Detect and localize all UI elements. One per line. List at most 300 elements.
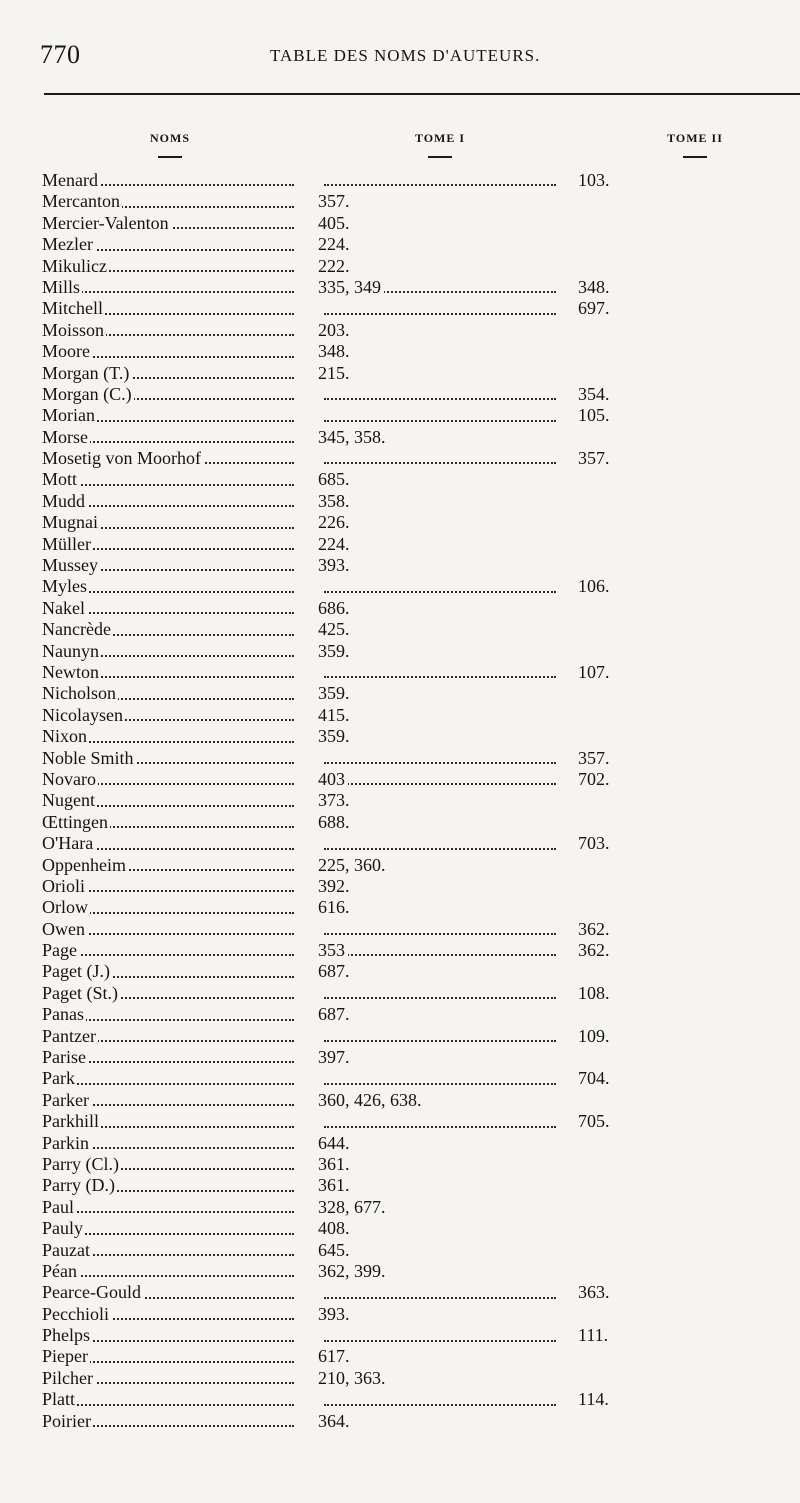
tome1-cell bbox=[318, 1389, 558, 1410]
tome1-cell bbox=[318, 855, 558, 876]
tome2-pages: 107. bbox=[578, 661, 610, 682]
tome1-pages: 358. bbox=[318, 491, 353, 511]
author-name: Pilcher bbox=[42, 1367, 93, 1388]
tome1-cell bbox=[318, 555, 558, 576]
tome2-pages: 109. bbox=[578, 1025, 610, 1046]
entry-name-cell bbox=[42, 748, 300, 769]
tome1-pages: 405. bbox=[318, 213, 353, 233]
author-name: Mosetig von Moorhof bbox=[42, 448, 201, 469]
index-entry bbox=[0, 469, 800, 490]
tome1-cell bbox=[318, 1133, 558, 1154]
author-name: Nancrède bbox=[42, 619, 111, 640]
index-entry bbox=[0, 256, 800, 277]
index-entry bbox=[0, 1197, 800, 1218]
tome1-pages: 359. bbox=[318, 641, 353, 661]
tome1-pages bbox=[318, 1026, 321, 1046]
tome1-pages: 364. bbox=[318, 1411, 353, 1431]
index-entry bbox=[0, 919, 800, 940]
tome1-cell bbox=[318, 1111, 558, 1132]
tome2-pages: 363. bbox=[578, 1282, 610, 1303]
author-name: Moore bbox=[42, 341, 90, 362]
index-entry bbox=[0, 1261, 800, 1282]
tome1-pages: 225, 360. bbox=[318, 855, 389, 875]
tome1-pages bbox=[318, 748, 321, 768]
tome2-pages: 697. bbox=[578, 298, 610, 319]
tome1-pages: 224. bbox=[318, 234, 353, 254]
tome1-cell bbox=[318, 876, 558, 897]
tome2-pages: 705. bbox=[578, 1111, 610, 1132]
entry-name-cell bbox=[42, 1304, 300, 1325]
tome1-cell bbox=[318, 641, 558, 662]
tome1-cell bbox=[318, 1154, 558, 1175]
author-name: Morse bbox=[42, 426, 88, 447]
tome1-cell bbox=[318, 469, 558, 490]
header-rule bbox=[44, 93, 800, 95]
tome1-pages: 685. bbox=[318, 469, 353, 489]
index-entry bbox=[0, 598, 800, 619]
entry-name-cell bbox=[42, 1282, 300, 1303]
tome1-pages: 687. bbox=[318, 1004, 353, 1024]
author-name: Mercanton bbox=[42, 191, 120, 212]
tome1-pages bbox=[318, 1325, 321, 1345]
author-name: Novaro bbox=[42, 768, 96, 789]
index-entry bbox=[0, 833, 800, 854]
author-name: Paul bbox=[42, 1196, 75, 1217]
tome1-cell bbox=[318, 1197, 558, 1218]
entry-name-cell bbox=[42, 641, 300, 662]
author-name: Myles bbox=[42, 576, 87, 597]
column-header-tome2 bbox=[655, 131, 735, 158]
index-entry bbox=[0, 1282, 800, 1303]
column-header-dash bbox=[428, 156, 452, 158]
entry-name-cell bbox=[42, 448, 300, 469]
author-name: Newton bbox=[42, 661, 99, 682]
tome2-pages: 362. bbox=[578, 940, 610, 961]
index-entry bbox=[0, 1175, 800, 1196]
index-entry bbox=[0, 1026, 800, 1047]
author-name: Owen bbox=[42, 918, 85, 939]
tome1-pages: 357. bbox=[318, 191, 353, 211]
tome1-cell bbox=[318, 256, 558, 277]
entry-name-cell bbox=[42, 598, 300, 619]
author-name: Phelps bbox=[42, 1325, 91, 1346]
tome1-pages bbox=[318, 919, 321, 939]
column-header-noms bbox=[145, 131, 195, 158]
tome1-cell bbox=[318, 1325, 558, 1346]
tome1-pages: 393. bbox=[318, 1304, 353, 1324]
index-entry bbox=[0, 876, 800, 897]
tome1-pages: 353 bbox=[318, 940, 348, 960]
tome1-pages: 397. bbox=[318, 1047, 353, 1067]
tome1-cell bbox=[318, 1004, 558, 1025]
entry-name-cell bbox=[42, 341, 300, 362]
entry-name-cell bbox=[42, 427, 300, 448]
tome1-cell bbox=[318, 619, 558, 640]
entry-name-cell bbox=[42, 683, 300, 704]
column-header-tome2-label: TOME II bbox=[667, 131, 723, 145]
entry-name-cell bbox=[42, 769, 300, 790]
index-entry bbox=[0, 1133, 800, 1154]
author-name: Poirier bbox=[42, 1410, 91, 1431]
tome1-pages: 215. bbox=[318, 363, 353, 383]
tome1-cell bbox=[318, 662, 558, 683]
entry-name-cell bbox=[42, 919, 300, 940]
tome1-pages: 392. bbox=[318, 876, 353, 896]
author-name: Nakel bbox=[42, 597, 85, 618]
entry-name-cell bbox=[42, 320, 300, 341]
tome1-pages: 616. bbox=[318, 897, 353, 917]
index-entry bbox=[0, 705, 800, 726]
tome1-cell bbox=[318, 769, 558, 790]
tome1-pages bbox=[318, 833, 321, 853]
index-entry bbox=[0, 961, 800, 982]
tome1-pages: 415. bbox=[318, 705, 353, 725]
tome1-pages: 224. bbox=[318, 534, 353, 554]
author-name: Parkin bbox=[42, 1132, 89, 1153]
author-name: Nixon bbox=[42, 726, 87, 747]
index-entry bbox=[0, 726, 800, 747]
tome1-pages bbox=[318, 405, 321, 425]
index-entry bbox=[0, 769, 800, 790]
entry-name-cell bbox=[42, 1175, 300, 1196]
tome1-cell bbox=[318, 213, 558, 234]
entry-name-cell bbox=[42, 512, 300, 533]
tome2-pages: 362. bbox=[578, 918, 610, 939]
tome1-cell bbox=[318, 748, 558, 769]
entry-name-cell bbox=[42, 1197, 300, 1218]
index-entry bbox=[0, 427, 800, 448]
entry-name-cell bbox=[42, 1154, 300, 1175]
index-entry bbox=[0, 1368, 800, 1389]
tome2-pages: 103. bbox=[578, 170, 610, 190]
entry-name-cell bbox=[42, 1346, 300, 1367]
entry-name-cell bbox=[42, 298, 300, 319]
index-entry bbox=[0, 1004, 800, 1025]
tome1-pages bbox=[318, 1068, 321, 1088]
entry-name-cell bbox=[42, 1047, 300, 1068]
author-name: Mugnai bbox=[42, 512, 98, 533]
tome1-pages bbox=[318, 662, 321, 682]
author-name: Mott bbox=[42, 469, 78, 490]
tome1-cell bbox=[318, 341, 558, 362]
index-entry bbox=[0, 341, 800, 362]
entry-name-cell bbox=[42, 1218, 300, 1239]
author-name: Parry (D.) bbox=[42, 1175, 115, 1196]
author-name: Orlow bbox=[42, 897, 88, 918]
tome2-pages: 354. bbox=[578, 383, 610, 404]
entry-name-cell bbox=[42, 555, 300, 576]
entry-name-cell bbox=[42, 833, 300, 854]
entry-name-cell bbox=[42, 1411, 300, 1432]
entry-name-cell bbox=[42, 256, 300, 277]
tome1-cell bbox=[318, 363, 558, 384]
entry-name-cell bbox=[42, 1111, 300, 1132]
column-header-tome1 bbox=[400, 131, 480, 158]
index-entry bbox=[0, 170, 800, 191]
index-entry bbox=[0, 384, 800, 405]
entry-name-cell bbox=[42, 876, 300, 897]
entry-name-cell bbox=[42, 705, 300, 726]
author-name: Noble Smith bbox=[42, 747, 134, 768]
tome1-pages: 360, 426, 638. bbox=[318, 1090, 425, 1110]
index-entry bbox=[0, 1411, 800, 1432]
tome1-cell bbox=[318, 961, 558, 982]
index-entry bbox=[0, 1090, 800, 1111]
author-name: Oppenheim bbox=[42, 854, 126, 875]
tome1-pages: 688. bbox=[318, 812, 353, 832]
author-name: Mitchell bbox=[42, 298, 103, 319]
tome1-cell bbox=[318, 512, 558, 533]
author-name: Naunyn bbox=[42, 640, 99, 661]
tome1-pages bbox=[318, 1111, 321, 1131]
entry-name-cell bbox=[42, 277, 300, 298]
tome1-pages bbox=[318, 448, 321, 468]
tome1-cell bbox=[318, 234, 558, 255]
entry-name-cell bbox=[42, 961, 300, 982]
tome1-cell bbox=[318, 790, 558, 811]
author-name: Parker bbox=[42, 1089, 89, 1110]
entry-name-cell bbox=[42, 662, 300, 683]
entry-name-cell bbox=[42, 1090, 300, 1111]
index-entry bbox=[0, 213, 800, 234]
entry-name-cell bbox=[42, 1325, 300, 1346]
tome1-cell bbox=[318, 427, 558, 448]
tome1-cell bbox=[318, 705, 558, 726]
tome1-pages: 408. bbox=[318, 1218, 353, 1238]
page-number: 770 bbox=[40, 40, 81, 69]
tome2-pages: 702. bbox=[578, 768, 610, 789]
index-entry bbox=[0, 1346, 800, 1367]
entry-name-cell bbox=[42, 469, 300, 490]
index-entry bbox=[0, 1304, 800, 1325]
entry-name-cell bbox=[42, 726, 300, 747]
index-entry bbox=[0, 277, 800, 298]
tome1-pages bbox=[318, 1282, 321, 1302]
tome1-pages: 644. bbox=[318, 1133, 353, 1153]
index-entry bbox=[0, 683, 800, 704]
author-name: O'Hara bbox=[42, 833, 94, 854]
tome1-pages: 345, 358. bbox=[318, 427, 389, 447]
tome1-cell bbox=[318, 491, 558, 512]
index-entry bbox=[0, 1047, 800, 1068]
entry-name-cell bbox=[42, 940, 300, 961]
tome1-pages bbox=[318, 170, 321, 190]
tome1-pages: 403 bbox=[318, 769, 348, 789]
author-name: Péan bbox=[42, 1260, 77, 1281]
index-entry bbox=[0, 1218, 800, 1239]
tome1-cell bbox=[318, 812, 558, 833]
tome1-cell bbox=[318, 405, 558, 426]
author-name: Mudd bbox=[42, 490, 86, 511]
tome1-pages: 203. bbox=[318, 320, 353, 340]
tome1-cell bbox=[318, 726, 558, 747]
column-header-dash bbox=[158, 156, 182, 158]
index-entry bbox=[0, 855, 800, 876]
tome1-cell bbox=[318, 1304, 558, 1325]
entry-name-cell bbox=[42, 213, 300, 234]
author-name: Paget (St.) bbox=[42, 982, 118, 1003]
entry-name-cell bbox=[42, 234, 300, 255]
tome1-pages: 361. bbox=[318, 1175, 353, 1195]
tome2-pages: 114. bbox=[578, 1389, 609, 1410]
author-name: Mercier-Valenton bbox=[42, 212, 169, 233]
index-entry bbox=[0, 320, 800, 341]
entry-name-cell bbox=[42, 491, 300, 512]
tome1-cell bbox=[318, 384, 558, 405]
index-entry bbox=[0, 1325, 800, 1346]
author-name: Page bbox=[42, 940, 77, 961]
tome2-pages: 348. bbox=[578, 276, 610, 297]
tome1-pages bbox=[318, 1389, 321, 1409]
tome1-cell bbox=[318, 683, 558, 704]
tome1-pages bbox=[318, 576, 321, 596]
index-entry bbox=[0, 576, 800, 597]
tome1-cell bbox=[318, 940, 558, 961]
tome1-pages: 361. bbox=[318, 1154, 353, 1174]
tome1-cell bbox=[318, 897, 558, 918]
index-entry bbox=[0, 1111, 800, 1132]
index-entry bbox=[0, 512, 800, 533]
entry-name-cell bbox=[42, 1133, 300, 1154]
tome1-cell bbox=[318, 1047, 558, 1068]
author-name: Pauly bbox=[42, 1218, 84, 1239]
entry-name-cell bbox=[42, 812, 300, 833]
author-name: Mezler bbox=[42, 234, 93, 255]
author-name: Parkhill bbox=[42, 1111, 99, 1132]
tome2-pages: 105. bbox=[578, 405, 610, 426]
entry-name-cell bbox=[42, 384, 300, 405]
tome1-pages bbox=[318, 298, 321, 318]
tome1-pages: 348. bbox=[318, 341, 353, 361]
author-name: Nicholson bbox=[42, 683, 116, 704]
tome1-cell bbox=[318, 170, 558, 191]
entry-name-cell bbox=[42, 191, 300, 212]
index-entry bbox=[0, 1389, 800, 1410]
index-entry bbox=[0, 662, 800, 683]
entry-name-cell bbox=[42, 576, 300, 597]
tome1-pages: 393. bbox=[318, 555, 353, 575]
tome1-cell bbox=[318, 1068, 558, 1089]
entry-name-cell bbox=[42, 619, 300, 640]
entry-name-cell bbox=[42, 1068, 300, 1089]
tome2-pages: 108. bbox=[578, 982, 610, 1003]
entry-name-cell bbox=[42, 363, 300, 384]
tome1-pages: 617. bbox=[318, 1346, 353, 1366]
tome1-pages: 687. bbox=[318, 961, 353, 981]
tome1-cell bbox=[318, 298, 558, 319]
entry-name-cell bbox=[42, 897, 300, 918]
tome1-cell bbox=[318, 1240, 558, 1261]
index-entry bbox=[0, 619, 800, 640]
index-entry bbox=[0, 1240, 800, 1261]
author-name: Nicolaysen bbox=[42, 704, 123, 725]
tome1-cell bbox=[318, 277, 558, 298]
tome1-cell bbox=[318, 1368, 558, 1389]
tome1-pages: 686. bbox=[318, 598, 353, 618]
author-name: Paget (J.) bbox=[42, 961, 110, 982]
index-entry bbox=[0, 983, 800, 1004]
author-name: Orioli bbox=[42, 875, 85, 896]
index-entry bbox=[0, 812, 800, 833]
tome1-pages: 210, 363. bbox=[318, 1368, 389, 1388]
index-entry bbox=[0, 234, 800, 255]
entry-name-cell bbox=[42, 405, 300, 426]
tome1-cell bbox=[318, 1411, 558, 1432]
entry-name-cell bbox=[42, 855, 300, 876]
tome1-cell bbox=[318, 1218, 558, 1239]
tome1-pages: 328, 677. bbox=[318, 1197, 389, 1217]
entry-name-cell bbox=[42, 534, 300, 555]
tome1-pages: 359. bbox=[318, 683, 353, 703]
author-index-list bbox=[0, 170, 800, 1432]
author-name: Œttingen bbox=[42, 811, 108, 832]
tome2-pages: 704. bbox=[578, 1068, 610, 1089]
tome1-cell bbox=[318, 576, 558, 597]
tome1-pages: 335, 349 bbox=[318, 277, 384, 297]
column-header-tome1-label: TOME I bbox=[414, 131, 466, 145]
tome2-pages: 111. bbox=[578, 1325, 609, 1346]
author-name: Parry (Cl.) bbox=[42, 1153, 119, 1174]
index-entry bbox=[0, 1068, 800, 1089]
author-name: Morgan (C.) bbox=[42, 383, 132, 404]
entry-name-cell bbox=[42, 983, 300, 1004]
tome1-pages: 425. bbox=[318, 619, 353, 639]
tome1-cell bbox=[318, 1026, 558, 1047]
tome1-pages: 359. bbox=[318, 726, 353, 746]
index-entry bbox=[0, 405, 800, 426]
index-entry bbox=[0, 790, 800, 811]
column-header-dash bbox=[683, 156, 707, 158]
author-name: Parise bbox=[42, 1047, 86, 1068]
author-name: Morian bbox=[42, 405, 95, 426]
author-name: Morgan (T.) bbox=[42, 362, 130, 383]
index-entry bbox=[0, 534, 800, 555]
author-name: Mills bbox=[42, 276, 81, 297]
index-entry bbox=[0, 448, 800, 469]
index-entry bbox=[0, 1154, 800, 1175]
author-name: Pieper bbox=[42, 1346, 88, 1367]
tome1-cell bbox=[318, 320, 558, 341]
index-entry bbox=[0, 363, 800, 384]
tome2-pages: 357. bbox=[578, 448, 610, 469]
tome1-cell bbox=[318, 1175, 558, 1196]
tome1-pages bbox=[318, 384, 321, 404]
index-entry bbox=[0, 897, 800, 918]
tome1-cell bbox=[318, 983, 558, 1004]
running-title: TABLE DES NOMS D'AUTEURS. bbox=[270, 46, 541, 65]
entry-name-cell bbox=[42, 170, 300, 191]
index-entry bbox=[0, 191, 800, 212]
tome2-pages: 106. bbox=[578, 576, 610, 597]
tome1-cell bbox=[318, 919, 558, 940]
author-name: Pantzer bbox=[42, 1025, 96, 1046]
entry-name-cell bbox=[42, 790, 300, 811]
tome1-pages: 226. bbox=[318, 512, 353, 532]
tome1-cell bbox=[318, 448, 558, 469]
author-name: Pecchioli bbox=[42, 1303, 109, 1324]
entry-name-cell bbox=[42, 1389, 300, 1410]
entry-name-cell bbox=[42, 1026, 300, 1047]
entry-name-cell bbox=[42, 1261, 300, 1282]
author-name: Moisson bbox=[42, 319, 105, 340]
index-entry bbox=[0, 940, 800, 961]
author-name: Mikulicz bbox=[42, 255, 107, 276]
author-name: Panas bbox=[42, 1004, 84, 1025]
index-entry bbox=[0, 641, 800, 662]
tome1-cell bbox=[318, 1090, 558, 1111]
tome1-cell bbox=[318, 1261, 558, 1282]
tome1-cell bbox=[318, 1282, 558, 1303]
